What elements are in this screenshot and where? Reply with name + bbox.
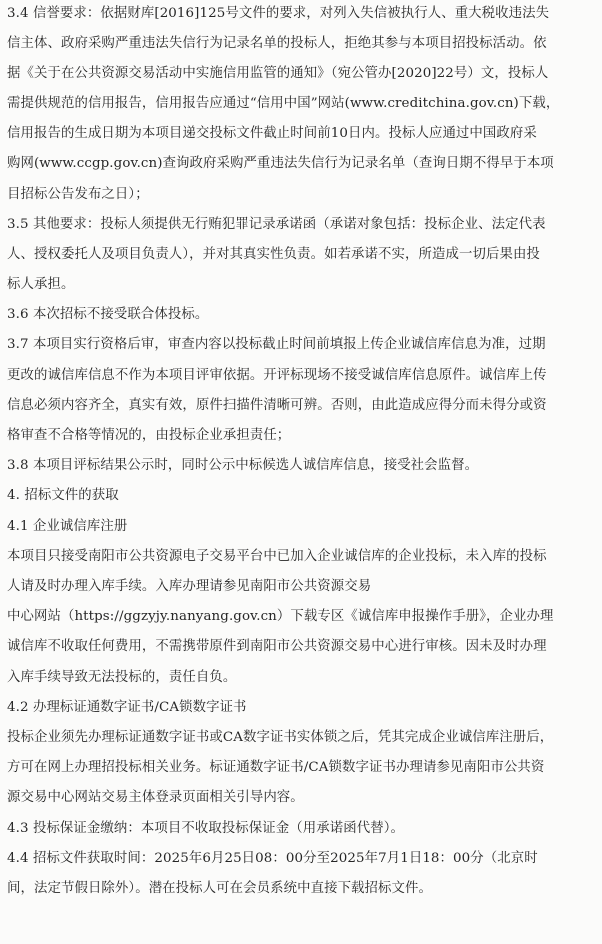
text-line: 方可在网上办理招投标相关业务。标证通数字证书/CA锁数字证书办理请参见南阳市公共资 (7, 760, 545, 775)
text-line: 人请及时办理入库手续。入库办理请参见南阳市公共资源交易 (7, 579, 372, 594)
section-heading: 4. 招标文件的获取 (7, 488, 119, 503)
text-line: 需提供规范的信用报告，信用报告应通过“信用中国”网站(www.creditchina.gov.cn)下载， (7, 96, 560, 111)
text-line: 信息必须内容齐全，真实有效，原件扫描件清晰可辨。否则，由此造成应得分而未得分或资 (7, 398, 547, 413)
text-line: 3.7 本项目实行资格后审，审查内容以投标截止时间前填报上传企业诚信库信息为准，过期 (7, 337, 546, 352)
text-line: 中心网站（https://ggzyjy.nanyang.gov.cn）下载专区《诚信库申报操作手册》，企业办理 (7, 609, 554, 624)
text-line: 格审查不合格等情况的，由投标企业承担责任； (7, 428, 291, 443)
text-line: 3.4 信誉要求：依据财库[2016]125号文件的要求，对列入失信被执行人、重大税收违法失 (7, 6, 550, 21)
text-line: 3.6 本次招标不接受联合体投标。 (7, 307, 209, 322)
text-line: 3.8 本项目评标结果公示时，同时公示中标候选人诚信库信息，接受社会监督。 (7, 458, 479, 473)
text-line: 诚信库不收取任何费用，不需携带原件到南阳市公共资源交易中心进行审核。因未及时办理 (7, 639, 547, 654)
subsection-heading: 4.1 企业诚信库注册 (7, 519, 128, 534)
text-line: 更改的诚信库信息不作为本项目评审依据。开评标现场不接受诚信库信息原件。诚信库上传 (7, 368, 547, 383)
text-line: 本项目只接受南阳市公共资源电子交易平台中已加入企业诚信库的企业投标，未入库的投标 (7, 549, 547, 564)
text-line: 购网(www.ccgp.gov.cn)查询政府采购严重违法失信行为记录名单（查询日期不得早于本项 (7, 156, 554, 171)
text-line: 入库手续导致无法投标的，责任自负。 (7, 670, 237, 685)
text-line: 目招标公告发布之日）； (7, 187, 149, 202)
text-line: 人、授权委托人及项目负责人），并对其真实性负责。如若承诺不实，所造成一切后果由投 (7, 247, 540, 262)
text-line: 据《关于在公共资源交易活动中实施信用监管的通知》（宛公管办[2020]22号）文，投标人 (7, 66, 549, 81)
subsection-heading: 4.2 办理标证通数字证书/CA锁数字证书 (7, 700, 247, 715)
text-line: 源交易中心网站交易主体登录页面相关引导内容。 (7, 790, 304, 805)
text-line: 信主体、政府采购严重违法失信行为记录名单的投标人，拒绝其参与本项目招投标活动。依 (7, 36, 547, 51)
text-line: 4.3 投标保证金缴纳：本项目不收取投标保证金（用承诺函代替）。 (7, 821, 404, 836)
text-line: 3.5 其他要求：投标人须提供无行贿犯罪记录承诺函（承诺对象包括：投标企业、法定代表 (7, 217, 546, 232)
text-line: 间，法定节假日除外）。潜在投标人可在会员系统中直接下载招标文件。 (7, 881, 432, 896)
text-line: 投标企业须先办理标证通数字证书或CA数字证书实体锁之后，凭其完成企业诚信库注册后， (7, 730, 554, 745)
text-line: 信用报告的生成日期为本项目递交投标文件截止时间前10日内。投标人应通过中国政府采 (7, 126, 537, 141)
text-line: 4.4 招标文件获取时间：2025年6月25日08：00分至2025年7月1日18：00分（北京时 (7, 851, 538, 866)
text-line: 标人承担。 (7, 277, 75, 292)
